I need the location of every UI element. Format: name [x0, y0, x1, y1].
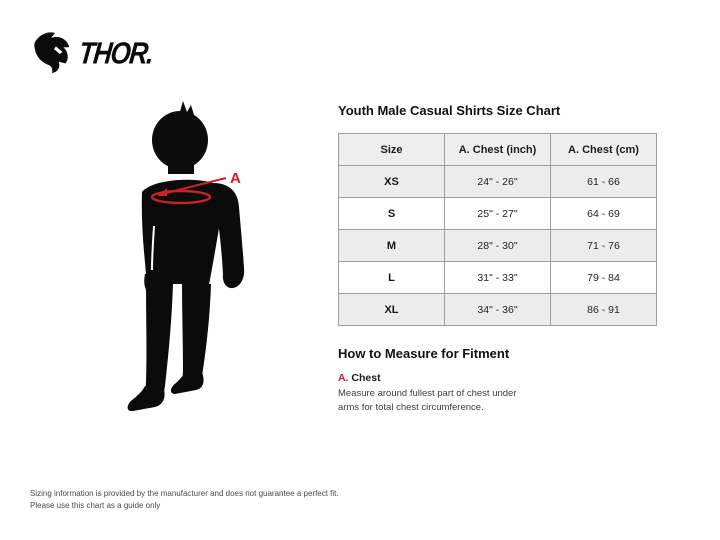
table-row	[339, 198, 657, 230]
chest-inch-cell: 28" - 30"	[445, 230, 551, 262]
chest-measure-label: A	[230, 170, 241, 187]
size-chart-title: Youth Male Casual Shirts Size Chart	[338, 103, 561, 118]
table-row	[339, 166, 657, 198]
size-cell: S	[339, 198, 445, 230]
chest-cm-cell: 61 - 66	[551, 166, 657, 198]
table-row	[339, 230, 657, 262]
measure-item-name: Chest	[351, 372, 381, 384]
chest-cm-cell: 64 - 69	[551, 198, 657, 230]
table-row	[339, 294, 657, 326]
chest-cm-cell: 86 - 91	[551, 294, 657, 326]
footnote-line-1: Sizing information is provided by the manufacturer and does not guarantee a perfect fit.	[30, 489, 339, 498]
brand-wordmark: THOR.	[77, 34, 155, 71]
size-chart-table	[338, 133, 657, 326]
chest-cm-cell: 71 - 76	[551, 230, 657, 262]
silhouette-body	[128, 101, 245, 411]
size-cell: XS	[339, 166, 445, 198]
chest-cm-cell: 79 - 84	[551, 262, 657, 294]
footnote	[30, 488, 339, 511]
measure-section-title: How to Measure for Fitment	[338, 346, 510, 361]
chest-inch-cell: 25" - 27"	[445, 198, 551, 230]
measure-item-description: Measure around fullest part of chest under arms for total chest circumference.	[338, 388, 517, 413]
column-header-chest-inch: A. Chest (inch)	[445, 134, 551, 166]
size-cell: L	[339, 262, 445, 294]
chest-inch-cell: 24" - 26"	[445, 166, 551, 198]
brand-logo	[33, 30, 155, 76]
child-silhouette-figure	[85, 88, 315, 428]
table-header-row	[339, 134, 657, 166]
size-cell: M	[339, 230, 445, 262]
size-cell: XL	[339, 294, 445, 326]
footnote-line-2: Please use this chart as a guide only	[30, 500, 161, 510]
column-header-chest-cm: A. Chest (cm)	[551, 134, 657, 166]
chest-inch-cell: 34" - 36"	[445, 294, 551, 326]
measure-section	[338, 346, 536, 415]
column-header-size: Size	[339, 134, 445, 166]
goat-head-icon	[33, 30, 75, 76]
measure-item-heading	[338, 372, 536, 384]
measure-item-key: A.	[338, 372, 349, 384]
chest-inch-cell: 31" - 33"	[445, 262, 551, 294]
table-row	[339, 262, 657, 294]
